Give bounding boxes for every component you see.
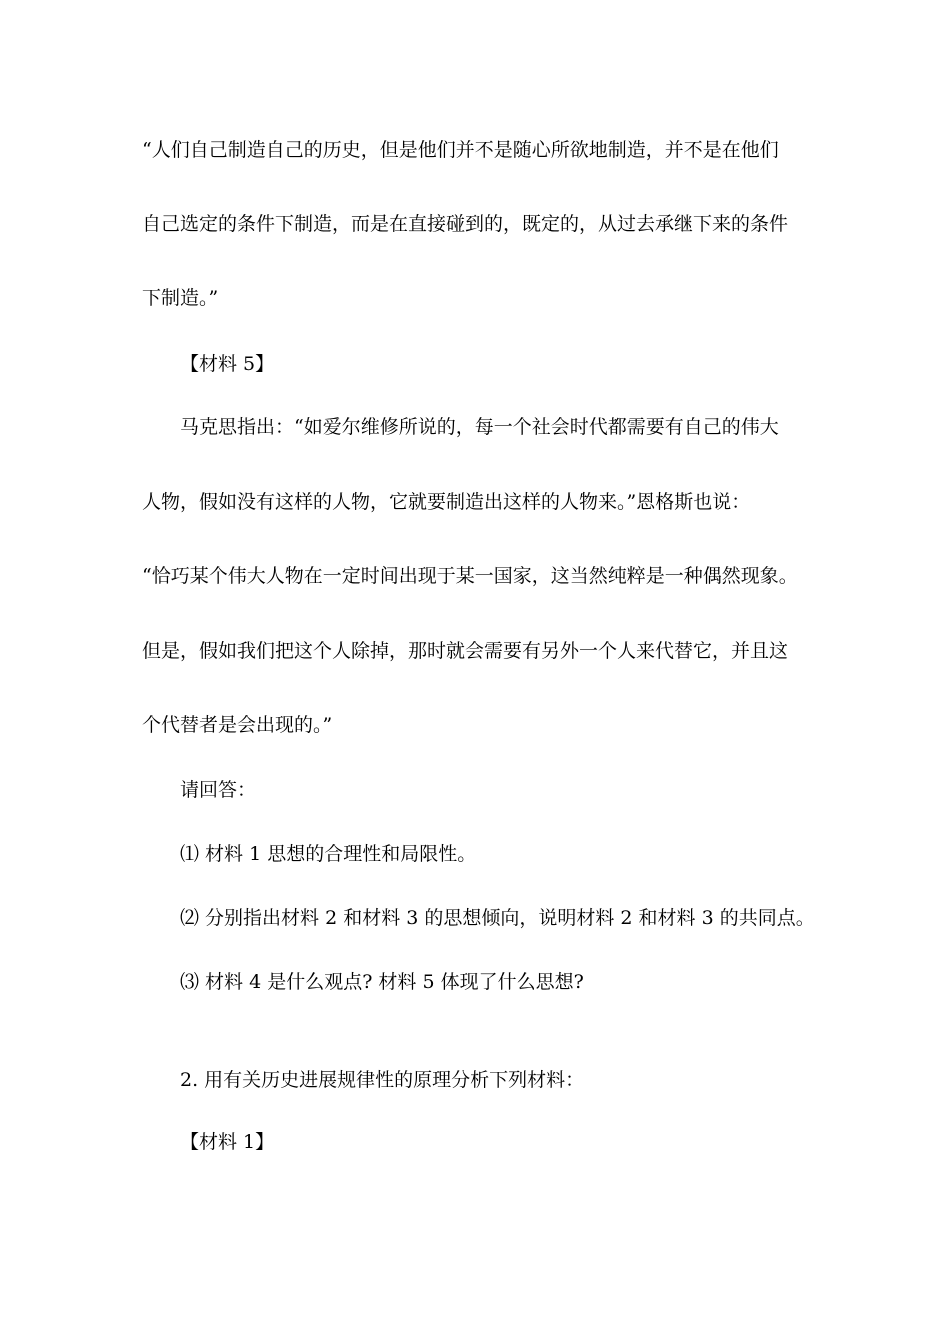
question-item-1: ⑴ 材料 1 思想的合理性和局限性。: [180, 843, 477, 865]
paragraph-line: 马克思指出：“如爱尔维修所说的，每一个社会时代都需要有自己的伟大: [180, 416, 779, 438]
material-heading: 【材料 1】: [180, 1131, 275, 1153]
paragraph-line: “恰巧某个伟大人物在一定时间出现于某一国家，这当然纯粹是一种偶然现象。: [142, 565, 798, 587]
question-item-3: ⑶ 材料 4 是什么观点? 材料 5 体现了什么思想?: [180, 971, 584, 993]
material-heading: 【材料 5】: [180, 353, 275, 375]
paragraph-line: 个代替者是会出现的。”: [142, 714, 333, 736]
paragraph-line: 但是，假如我们把这个人除掉，那时就会需要有另外一个人来代替它，并且这: [142, 640, 789, 662]
paragraph-line: 人物，假如没有这样的人物，它就要制造出这样的人物来。”恩格斯也说：: [142, 491, 751, 513]
paragraph-line: “人们自己制造自己的历史，但是他们并不是随心所欲地制造，并不是在他们: [142, 139, 779, 161]
paragraph-line: 下制造。”: [142, 287, 219, 309]
question-item-2: ⑵ 分别指出材料 2 和材料 3 的思想倾向，说明材料 2 和材料 3 的共同点。: [180, 907, 815, 929]
question-prompt: 请回答：: [180, 779, 257, 801]
section-heading: 2. 用有关历史进展规律性的原理分析下列材料：: [180, 1069, 585, 1091]
paragraph-line: 自己选定的条件下制造，而是在直接碰到的，既定的，从过去承继下来的条件: [142, 213, 789, 235]
